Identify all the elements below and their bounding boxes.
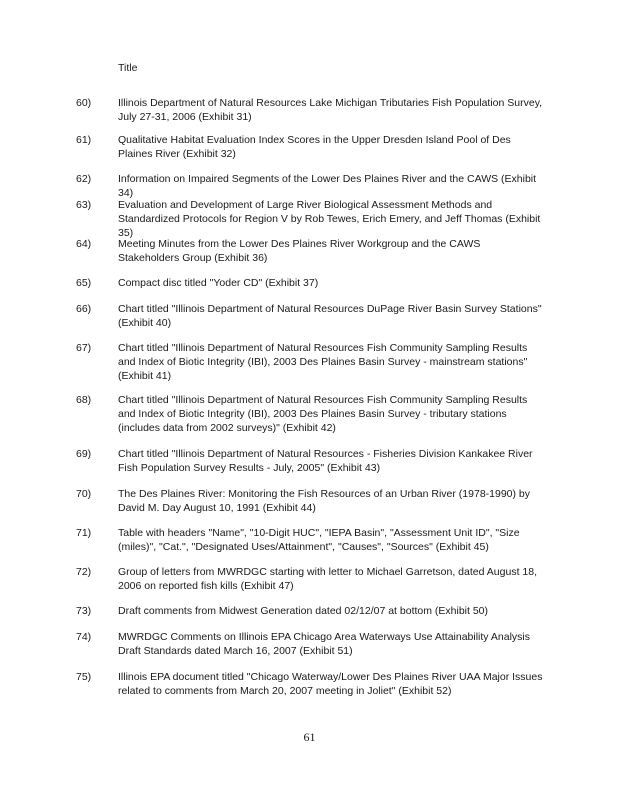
item-number: 64) (76, 238, 92, 250)
item-text: Illinois Department of Natural Resources Lake Michigan Tributaries Fish Population Survey, July 27-31, 2006 (Exhibit 31) (118, 97, 543, 123)
item-number: 67) (76, 342, 92, 354)
item-text: Chart titled "Illinois Department of Natural Resources Fish Community Sampling Results and Index of Biotic Integrity (IBI), 2003 Des Plaines Basin Survey - mainstream stations" (Exhibit 41) (118, 342, 528, 382)
item-number: 66) (76, 303, 92, 315)
page-number: 61 (303, 730, 316, 744)
item-text: Chart titled "Illinois Department of Natural Resources DuPage River Basin Survey Stations" (Exhibit 40) (118, 303, 542, 329)
item-number: 70) (76, 488, 92, 500)
item-number: 63) (76, 199, 92, 211)
item-number: 62) (76, 173, 92, 185)
item-text: Qualitative Habitat Evaluation Index Scores in the Upper Dresden Island Pool of Des Plaines River (Exhibit 32) (118, 134, 511, 160)
item-number: 60) (76, 97, 92, 109)
item-text: Chart titled "Illinois Department of Natural Resources - Fisheries Division Kankakee River Fish Population Survey Results - July, 2005" (Exhibit 43) (118, 448, 533, 474)
item-number: 65) (76, 277, 92, 289)
item-number: 69) (76, 448, 92, 460)
item-text: The Des Plaines River: Monitoring the Fish Resources of an Urban River (1978-1990) by David M. Day August 10, 1991 (Exhibit 44) (118, 488, 531, 514)
item-number: 74) (76, 631, 92, 643)
item-text: Meeting Minutes from the Lower Des Plaines River Workgroup and the CAWS Stakeholders Group (Exhibit 36) (118, 238, 481, 264)
item-text: Table with headers "Name", "10-Digit HUC", "IEPA Basin", "Assessment Unit ID", "Size (miles)", "Cat.", "Designated Uses/Attainment", "Causes", "Sources" (Exhibit 45) (118, 527, 520, 553)
item-number: 71) (76, 527, 92, 539)
item-text: Group of letters from MWRDGC starting with letter to Michael Garretson, dated August 18, 2006 on reported fish kills (Exhibit 47) (118, 566, 538, 592)
item-number: 61) (76, 134, 92, 146)
item-number: 73) (76, 605, 92, 617)
item-text: Chart titled "Illinois Department of Natural Resources Fish Community Sampling Results and Index of Biotic Integrity (IBI), 2003 Des Plaines Basin Survey - tributary stations (includes data from 2002 surveys)" (Exhibit 42) (118, 394, 528, 434)
column-heading-title: Title (118, 62, 138, 74)
item-number: 68) (76, 394, 92, 406)
item-text: Information on Impaired Segments of the Lower Des Plaines River and the CAWS (Exhibit 34) (118, 173, 537, 199)
item-number: 75) (76, 671, 92, 683)
item-text: Evaluation and Development of Large River Biological Assessment Methods and Standardized Protocols for Region V by Rob Tewes, Erich Emery, and Jeff Thomas (Exhibit 35) (118, 199, 541, 239)
item-text: Illinois EPA document titled "Chicago Waterway/Lower Des Plaines River UAA Major Issues related to comments from March 20, 2007 meeting in Joliet" (Exhibit 52) (118, 671, 543, 697)
item-text: MWRDGC Comments on Illinois EPA Chicago Area Waterways Use Attainability Analysis Draft Standards dated March 16, 2007 (Exhibit 51) (118, 631, 530, 657)
item-text: Compact disc titled "Yoder CD" (Exhibit 37) (118, 277, 319, 289)
item-number: 72) (76, 566, 92, 578)
item-text: Draft comments from Midwest Generation dated 02/12/07 at bottom (Exhibit 50) (118, 605, 489, 617)
